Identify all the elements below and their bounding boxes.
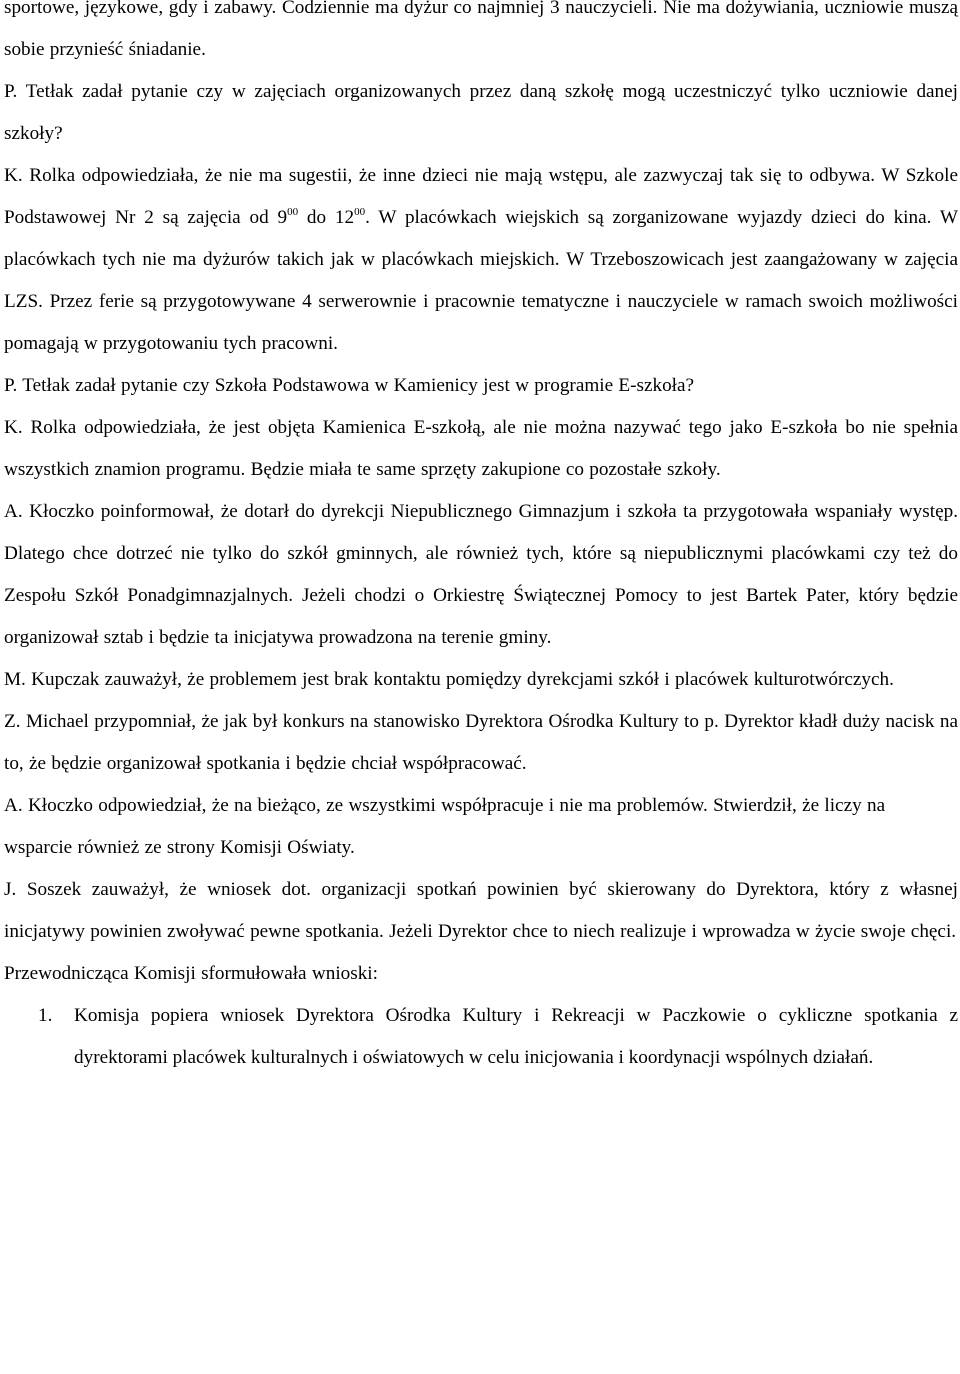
superscript: 00	[354, 205, 366, 218]
paragraph: K. Rolka odpowiedziała, że jest objęta Kamienica E-szkołą, ale nie można nazywać tego jako E-szkoła bo nie spełnia wszystkich znamion programu. Będzie miała te same sprzęty zakupione co pozostałe szkoły.	[4, 417, 958, 480]
paragraph: A. Kłoczko poinformował, że dotarł do dyrekcji Niepublicznego Gimnazjum i szkoła ta przygotowała wspaniały występ. Dlatego chce dotrzeć nie tylko do szkół gminnych, ale również tych, które są niepublicznymi placówkami czy też do Zespołu Szkół Ponadgimnazjalnych. Jeżeli chodzi o Orkiestrę Świątecznej Pomocy to jest Bartek Pater, który będzie organizował sztab i będzie ta inicjatywa prowadzona na terenie gminy.	[4, 501, 958, 648]
paragraph: J. Soszek zauważył, że wniosek dot. organizacji spotkań powinien być skierowany do Dyrektora, który z własnej inicjatywy powinien zwoływać pewne spotkania. Jeżeli Dyrektor chce to niech realizuje i wprowadza w życie swoje chęci.	[4, 879, 958, 942]
text-span: do 12	[298, 207, 355, 228]
document-page	[4, 0, 958, 1079]
paragraph: A. Kłoczko odpowiedział, że na bieżąco, ze wszystkimi współpracuje i nie ma problemów. Stwierdził, że liczy na wsparcie również ze strony Komisji Oświaty.	[4, 795, 886, 858]
paragraph: P. Tetłak zadał pytanie czy Szkoła Podstawowa w Kamienicy jest w programie E-szkoła?	[4, 375, 695, 396]
list-number: 1.	[38, 1005, 53, 1026]
paragraph: P. Tetłak zadał pytanie czy w zajęciach organizowanych przez daną szkołę mogą uczestniczyć tylko uczniowie danej szkoły?	[4, 81, 958, 144]
superscript: 00	[287, 205, 299, 218]
paragraph: sportowe, językowe, gdy i zabawy. Codziennie ma dyżur co najmniej 3 nauczycieli. Nie ma dożywiania, uczniowie muszą sobie przynieść śniadanie.	[4, 0, 958, 60]
paragraph: Z. Michael przypomniał, że jak był konkurs na stanowisko Dyrektora Ośrodka Kultury to p. Dyrektor kładł duży nacisk na to, że będzie organizował spotkania i będzie chciał współpracować.	[4, 711, 958, 774]
paragraph: M. Kupczak zauważył, że problemem jest brak kontaktu pomiędzy dyrekcjami szkół i placówek kulturotwórczych.	[4, 669, 894, 690]
paragraph: Przewodnicząca Komisji sformułowała wnioski:	[4, 963, 378, 984]
paragraph	[4, 155, 958, 365]
list-item	[4, 995, 958, 1079]
list-item-text: Komisja popiera wniosek Dyrektora Ośrodka Kultury i Rekreacji w Paczkowie o cykliczne spotkania z dyrektorami placówek kulturalnych i oświatowych w celu inicjowania i koordynacji wspólnych działań.	[74, 1005, 958, 1068]
text-span: K. Rolka odpowiedziała, że nie ma sugestii, że inne dzieci nie mają wstępu, ale zazwyczaj tak się to odbywa. W Szkole Podstawowej Nr 2 są zajęcia od 9	[4, 165, 958, 228]
text-span: . W placówkach wiejskich są zorganizowane wyjazdy dzieci do kina. W placówkach tych nie ma dyżurów takich jak w placówkach miejskich. W Trzeboszowicach jest zaangażowany w zajęcia LZS. Przez ferie są przygotowywane 4 serwerownie i pracownie tematyczne i nauczyciele w ramach swoich możliwości pomagają w przygotowaniu tych pracowni.	[4, 207, 958, 354]
